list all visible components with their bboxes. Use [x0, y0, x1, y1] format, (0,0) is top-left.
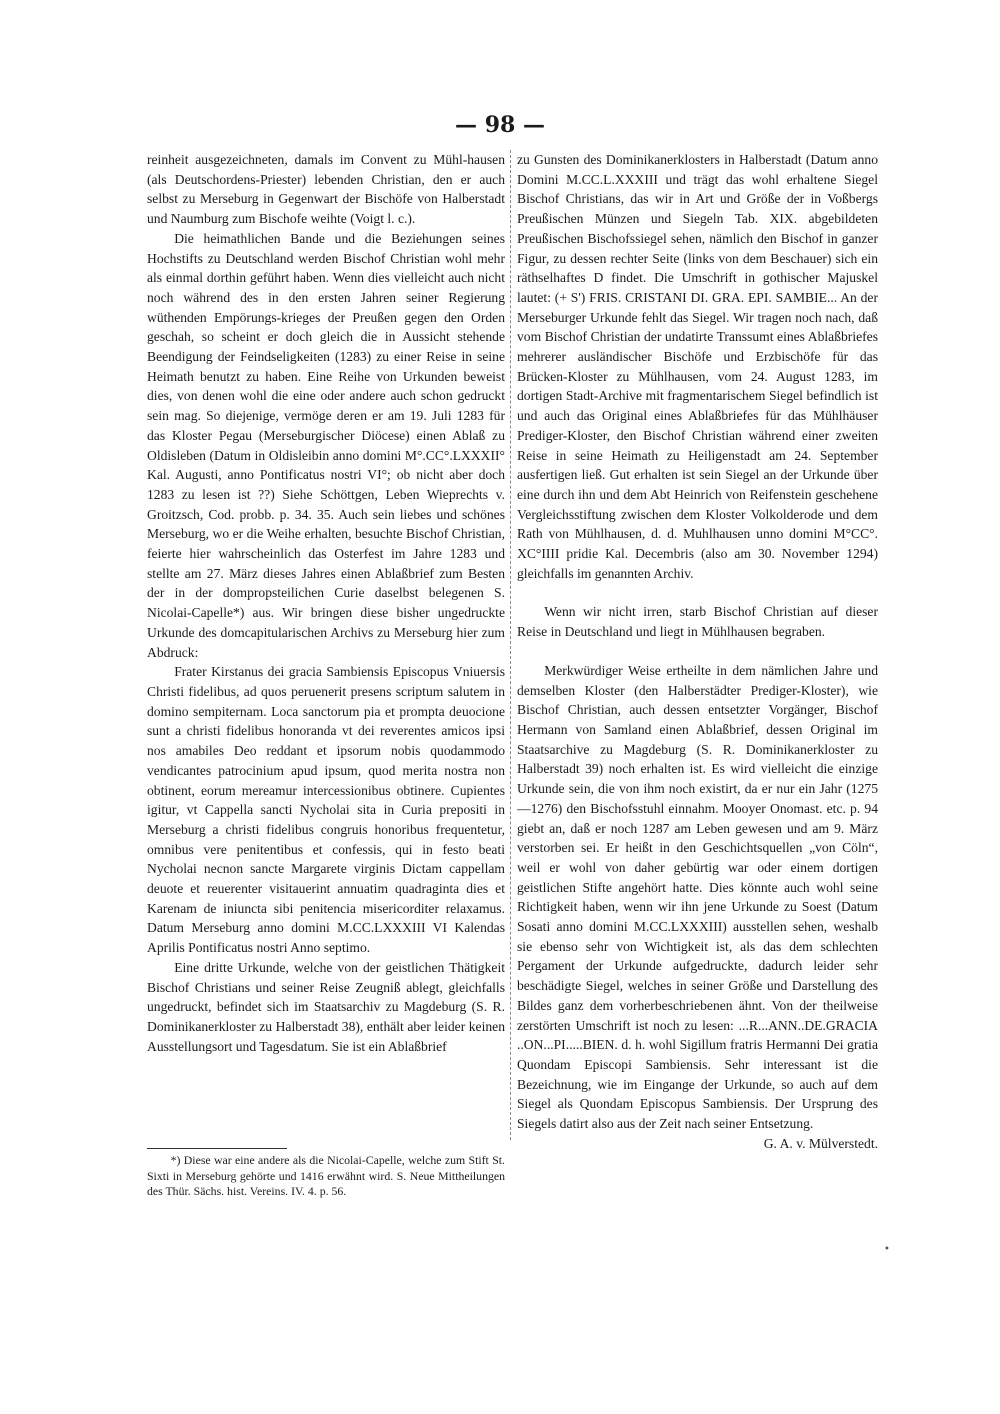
footnote-rule — [147, 1148, 287, 1149]
right-paragraph-3: Merkwürdiger Weise ertheilte in dem nämlichen Jahre und demselben Kloster (den Halberstädter Prediger-Kloster), wie Bischof Christian, auch dessen entsetzter Vorgänger, Bischof Hermann von Samland einen Ablaßbrief, dessen Original im Staatsarchive zu Magdeburg (S. R. Dominikanerkloster zu Halberstadt 39) noch erhalten ist. Es wird vielleicht die einzige Urkunde sein, die von ihm noch existirt, da er nur ein Jahr (1275—1276) den Bischofsstuhl einnahm. Mooyer Onomast. etc. p. 94 giebt an, daß er noch 1287 am Leben gewesen und am 9. März verstorben sei. Er heißt in den Geschichtsquellen „von Cöln“, weil er wohl von daher gebürtig war oder einem dortigen geistlichen Stifte angehört hatte. Dies könnte auch wohl seine Richtigkeit haben, wenn wir ihn jene Urkunde zu Soest (Datum Sosati anno domini M.CC.LXXXIII) ausstellen sehen, weshalb sie ebenso sehr von Wichtigkeit ist, als das dem schlechten Pergament der Urkunde aufgedruckte, dadurch leider sehr beschädigte Siegel, welches in seiner Größe und Darstellung des Bildes ganz dem vorherbeschriebenen ähnt. Von der theilweise zerstörten Umschrift ist noch zu lesen: ...R...ANN..DE.GRACIA ..ON...PI.....BIEN. d. h. wohl Sigillum fratris Hermanni Dei gratia Quondam Episcopi Sambiensis. Sehr interessant ist die Bezeichnung, wie im Eingange der Urkunde, so auch auf dem Siegel als Quondam Episcopus Sambiensis. Der Ursprung des Siegels datirt also aus der Zeit nach seiner Entsetzung. — [517, 662, 878, 1132]
footnote — [147, 1153, 505, 1200]
latin-charter-text: Frater Kirstanus dei gracia Sambiensis Episcopus Vniuersis Christi fidelibus, ad quos peruenerit presens scriptum salutem in domino sempiternam. Loca sanctorum pia et prompta deuocione sunt a christi fidelibus honoranda vt dei reverentes amicos ipsi nos amabiles Deo reddant et ipsorum nobis quodammodo vendicantes patrocinium apud ipsum, quod merita nostra non obtinent, eorum mereamur intercessionibus obtinere. Cupientes igitur, vt Cappella sancti Nycholai sita in Curia prepositi in Merseburg a christi fidelibus congruis honoribus frequentetur, omnibus vere penitentibus et confessis, qui in festo beati Nycholai necnon sancte Margarete virginis Dictam cappellam deuote et reuerenter visitauerint annuatim quadraginta dies et Karenam de iniuncta sibi penitencia misericorditer relaxamus. Datum Merseburg anno domini M.CC.LXXXIII VI Kalendas Aprilis Pontificatus nostri Anno septimo. — [147, 664, 505, 956]
stray-mark: • — [884, 1244, 890, 1255]
author-signature: G. A. v. Mülverstedt. — [763, 1135, 878, 1151]
left-paragraph-4: Eine dritte Urkunde, welche von der geistlichen Thätigkeit Bischof Christians und seiner Reise Zeugniß ablegt, gleichfalls ungedruckt, befindet sich im Staatsarchiv zu Magdeburg (S. R. Dominikanerkloster zu Halberstadt 38), enthält aber leider keinen Ausstellungsort und Tagesdatum. Sie ist ein Ablaßbrief — [147, 959, 505, 1054]
right-paragraph-1: zu Gunsten des Dominikanerklosters in Halberstadt (Datum anno Domini M.CC.L.XXXIII und trägt das wohl erhaltene Siegel Bischof Christians, das wir in Art und Größe der in Voßbergs Preußischen Münzen und Siegeln Tab. XIX. abgebildeten Preußischen Bischofssiegel sehen, nämlich den Bischof in ganzer Figur, zu dessen rechter Seite (links von dem Beschauer) sich ein räthselhaftes D findet. Die Umschrift in gothischer Majuskel lautet: (+ S') FRIS. CRISTANI DI. GRA. EPI. SAMBIE... An der Merseburger Urkunde fehlt das Siegel. Wir tragen noch nach, daß vom Bischof Christian der undatirte Transsumt eines Ablaßbriefes mehrerer ausländischer Bischöfe und Erzbischöfe für das Brücken-Kloster zu Mühlhausen, vom 24. August 1283, im dortigen Stadt-Archive mit fragmentarischem Siegel befindlich ist und auch das Original eines Ablaßbriefes für das Mühlhäuser Prediger-Kloster, den Bischof Christian während einer zweiten Reise in seine Heimath zu Heiligenstadt am 24. September ausfertigen ließ. Gut erhalten ist sein Siegel an der Urkunde über eine durch ihn und dem Abt Heinrich von Reifenstein geschehene Vergleichsstiftung zwischen dem Kloster Volkolderode und dem Rath von Mühlhausen, d. d. Muhlhausen unno domini M°CC°. XC°IIII pridie Kal. Decembris (also am 30. November 1294) gleichfalls im genannten Archiv. — [517, 152, 878, 581]
left-paragraph-2: Die heimathlichen Bande und die Beziehungen seines Hochstifts zu Deutschland werden Bischof Christian wohl mehr als einmal dorthin geführt haben. Wenn dies vielleicht auch nicht noch während des in den ersten Jahren seiner Regierung wüthenden Empörungs-krieges der Preußen gegen den Orden geschah, so scheint er doch gleich die in Aussicht stehende Beendigung der Feindseligkeiten (1283) zu einer Reise in seine Heimath benutzt zu haben. Eine Reihe von Urkunden beweist dies, von denen wohl die eine oder andere auch schon gedruckt sein mag. So diejenige, vermöge deren er am 19. Juli 1283 für das Kloster Pegau (Merseburgischer Diöcese) einen Ablaß zu Oldisleben (Datum in Oldisleibin anno domini M°.CC°.LXXXII° Kal. Augusti, anno Pontificatus nostri VI°; ob nicht aber doch 1283 zu lesen ist ??) Siehe Schöttgen, Leben Wieprechts v. Groitzsch, Cod. probb. p. 34. 35. Auch sein liebes und schönes Merseburg, wo er die Weihe erhalten, besuchte Bischof Christian, feierte hier wahrscheinlich das Osterfest im Jahre 1283 und stellte am 27. März dieses Jahres einen Ablaßbrief zum Besten der in der dompropsteilichen Curie daselbst belegenen S. Nicolai-Capelle*) aus. Wir bringen diese bisher ungedruckte Urkunde des domcapitularischen Archivs zu Merseburg hier zum Abdruck: — [147, 230, 505, 660]
left-paragraph-1: reinheit ausgezeichneten, damals im Convent zu Mühl-hausen (als Deutschordens-Priester) lebenden Christian, den er auch selbst zu Merseburg in Gegenwart der Bischöfe von Halberstadt und Naumburg zum Bischofe weihte (Voigt l. c.). — [147, 152, 505, 227]
left-column — [147, 150, 505, 1056]
right-column — [517, 150, 878, 1153]
page-number: — 98 — — [455, 112, 545, 138]
right-paragraph-2: Wenn wir nicht irren, starb Bischof Christian auf dieser Reise in Deutschland und liegt in Mühlhausen begraben. — [517, 604, 878, 640]
column-divider — [510, 150, 512, 1140]
footnote-text: *) Diese war eine andere als die Nicolai-Capelle, welche zum Stift St. Sixti in Merseburg gehörte und 1416 erwähnt wird. S. Neue Mittheilungen des Thür. Sächs. hist. Vereins. IV. 4. p. 56. — [147, 1153, 505, 1198]
